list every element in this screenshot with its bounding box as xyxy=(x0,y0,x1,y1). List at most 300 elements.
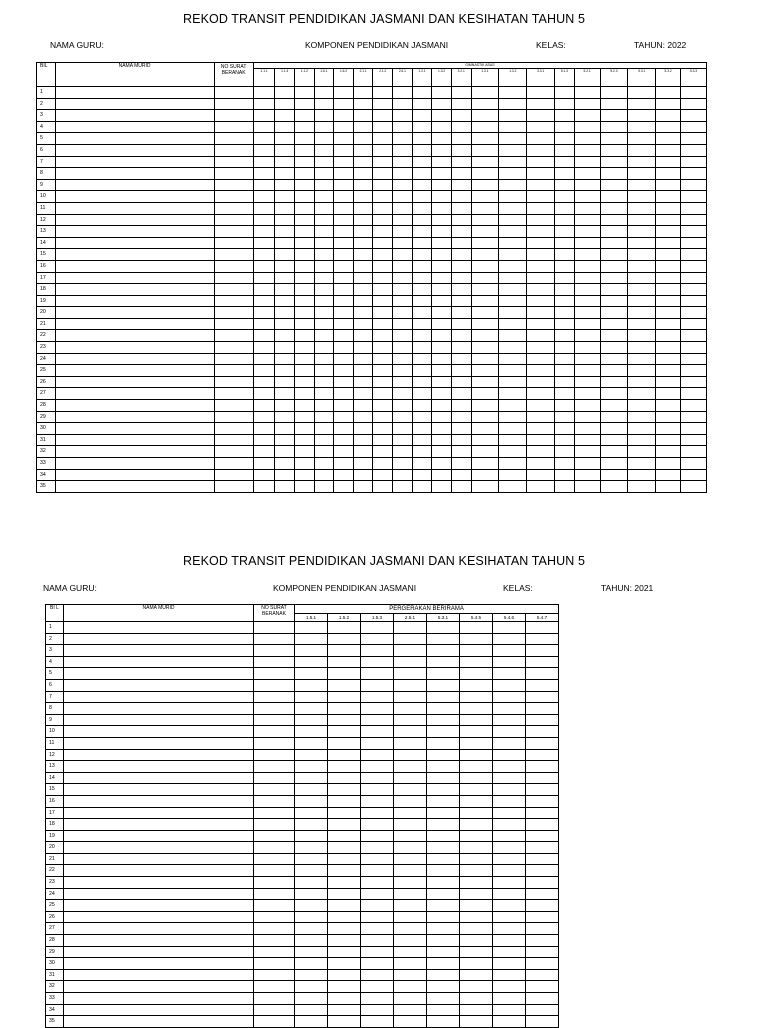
table-cell[interactable] xyxy=(493,784,526,796)
table-cell[interactable] xyxy=(334,342,354,354)
table-cell[interactable] xyxy=(328,935,361,947)
table-cell[interactable] xyxy=(656,98,681,110)
table-cell[interactable] xyxy=(427,958,460,970)
table-cell[interactable] xyxy=(460,772,493,784)
table-cell[interactable] xyxy=(393,434,413,446)
table-cell[interactable] xyxy=(680,179,706,191)
table-cell[interactable] xyxy=(680,144,706,156)
table-cell[interactable] xyxy=(412,353,432,365)
table-cell[interactable] xyxy=(295,958,328,970)
table-cell[interactable] xyxy=(527,353,555,365)
table-cell[interactable] xyxy=(451,202,471,214)
table-cell[interactable] xyxy=(628,226,656,238)
table-cell[interactable] xyxy=(460,819,493,831)
table-cell[interactable] xyxy=(451,214,471,226)
table-cell[interactable] xyxy=(574,121,600,133)
table-cell[interactable] xyxy=(526,819,559,831)
table-cell[interactable] xyxy=(214,87,253,99)
table-cell[interactable] xyxy=(275,353,295,365)
table-cell[interactable] xyxy=(55,272,214,284)
table-cell[interactable] xyxy=(656,330,681,342)
table-cell[interactable] xyxy=(295,272,315,284)
table-cell[interactable] xyxy=(432,133,452,145)
table-cell[interactable] xyxy=(432,121,452,133)
table-cell[interactable] xyxy=(55,295,214,307)
table-cell[interactable] xyxy=(295,307,315,319)
table-cell[interactable] xyxy=(214,469,253,481)
table-cell[interactable] xyxy=(254,842,295,854)
table-cell[interactable] xyxy=(451,388,471,400)
table-cell[interactable] xyxy=(328,958,361,970)
table-cell[interactable] xyxy=(499,191,527,203)
table-cell[interactable] xyxy=(393,318,413,330)
table-cell[interactable] xyxy=(460,633,493,645)
table-cell[interactable] xyxy=(451,423,471,435)
table-cell[interactable] xyxy=(295,969,328,981)
table-cell[interactable] xyxy=(314,156,334,168)
table-cell[interactable] xyxy=(460,830,493,842)
table-cell[interactable] xyxy=(628,342,656,354)
table-cell[interactable] xyxy=(526,865,559,877)
table-cell[interactable] xyxy=(499,400,527,412)
table-cell[interactable] xyxy=(275,295,295,307)
table-cell[interactable] xyxy=(328,993,361,1005)
table-cell[interactable] xyxy=(334,133,354,145)
table-cell[interactable] xyxy=(55,179,214,191)
table-cell[interactable] xyxy=(353,342,373,354)
table-cell[interactable] xyxy=(64,819,254,831)
table-cell[interactable] xyxy=(555,202,575,214)
table-cell[interactable] xyxy=(295,411,315,423)
table-cell[interactable] xyxy=(254,668,295,680)
table-cell[interactable] xyxy=(600,434,628,446)
table-cell[interactable] xyxy=(253,330,275,342)
table-cell[interactable] xyxy=(253,318,275,330)
table-cell[interactable] xyxy=(55,400,214,412)
table-cell[interactable] xyxy=(451,133,471,145)
table-cell[interactable] xyxy=(295,784,328,796)
table-cell[interactable] xyxy=(628,295,656,307)
table-cell[interactable] xyxy=(412,168,432,180)
table-cell[interactable] xyxy=(253,214,275,226)
table-cell[interactable] xyxy=(394,877,427,889)
table-cell[interactable] xyxy=(353,260,373,272)
table-cell[interactable] xyxy=(393,191,413,203)
table-cell[interactable] xyxy=(432,353,452,365)
table-cell[interactable] xyxy=(460,714,493,726)
table-cell[interactable] xyxy=(275,376,295,388)
table-cell[interactable] xyxy=(373,295,393,307)
table-cell[interactable] xyxy=(295,249,315,261)
table-cell[interactable] xyxy=(353,249,373,261)
table-cell[interactable] xyxy=(334,214,354,226)
table-cell[interactable] xyxy=(328,633,361,645)
table-cell[interactable] xyxy=(253,411,275,423)
table-cell[interactable] xyxy=(427,969,460,981)
table-cell[interactable] xyxy=(574,353,600,365)
table-cell[interactable] xyxy=(64,1016,254,1028)
table-cell[interactable] xyxy=(412,388,432,400)
table-cell[interactable] xyxy=(253,458,275,470)
table-cell[interactable] xyxy=(656,365,681,377)
table-cell[interactable] xyxy=(64,737,254,749)
table-cell[interactable] xyxy=(451,226,471,238)
table-cell[interactable] xyxy=(600,98,628,110)
table-cell[interactable] xyxy=(680,330,706,342)
table-cell[interactable] xyxy=(393,87,413,99)
table-cell[interactable] xyxy=(214,179,253,191)
table-cell[interactable] xyxy=(499,179,527,191)
table-cell[interactable] xyxy=(527,365,555,377)
table-cell[interactable] xyxy=(214,156,253,168)
table-cell[interactable] xyxy=(334,411,354,423)
table-cell[interactable] xyxy=(412,237,432,249)
table-cell[interactable] xyxy=(427,668,460,680)
table-cell[interactable] xyxy=(680,110,706,122)
table-cell[interactable] xyxy=(680,87,706,99)
table-cell[interactable] xyxy=(373,191,393,203)
table-cell[interactable] xyxy=(656,423,681,435)
table-cell[interactable] xyxy=(555,144,575,156)
table-cell[interactable] xyxy=(314,458,334,470)
table-cell[interactable] xyxy=(628,469,656,481)
table-cell[interactable] xyxy=(275,307,295,319)
table-cell[interactable] xyxy=(253,434,275,446)
table-cell[interactable] xyxy=(394,842,427,854)
table-cell[interactable] xyxy=(254,1004,295,1016)
table-cell[interactable] xyxy=(64,935,254,947)
table-cell[interactable] xyxy=(460,958,493,970)
table-cell[interactable] xyxy=(253,342,275,354)
table-cell[interactable] xyxy=(412,342,432,354)
table-cell[interactable] xyxy=(295,679,328,691)
table-cell[interactable] xyxy=(656,307,681,319)
table-cell[interactable] xyxy=(656,284,681,296)
table-cell[interactable] xyxy=(527,400,555,412)
table-cell[interactable] xyxy=(373,411,393,423)
table-cell[interactable] xyxy=(373,237,393,249)
table-cell[interactable] xyxy=(361,761,394,773)
table-cell[interactable] xyxy=(328,679,361,691)
table-cell[interactable] xyxy=(574,226,600,238)
table-cell[interactable] xyxy=(394,668,427,680)
table-cell[interactable] xyxy=(393,284,413,296)
table-cell[interactable] xyxy=(432,284,452,296)
table-cell[interactable] xyxy=(628,156,656,168)
table-cell[interactable] xyxy=(253,156,275,168)
table-cell[interactable] xyxy=(253,469,275,481)
table-cell[interactable] xyxy=(471,144,499,156)
table-cell[interactable] xyxy=(64,761,254,773)
table-cell[interactable] xyxy=(427,830,460,842)
table-cell[interactable] xyxy=(254,900,295,912)
table-cell[interactable] xyxy=(471,446,499,458)
table-cell[interactable] xyxy=(527,376,555,388)
table-cell[interactable] xyxy=(361,714,394,726)
table-cell[interactable] xyxy=(527,330,555,342)
table-cell[interactable] xyxy=(373,458,393,470)
table-cell[interactable] xyxy=(412,156,432,168)
table-cell[interactable] xyxy=(334,400,354,412)
table-cell[interactable] xyxy=(600,365,628,377)
table-cell[interactable] xyxy=(55,121,214,133)
table-cell[interactable] xyxy=(432,342,452,354)
table-cell[interactable] xyxy=(314,202,334,214)
table-cell[interactable] xyxy=(493,749,526,761)
table-cell[interactable] xyxy=(314,284,334,296)
table-cell[interactable] xyxy=(361,784,394,796)
table-cell[interactable] xyxy=(64,958,254,970)
table-cell[interactable] xyxy=(361,691,394,703)
table-cell[interactable] xyxy=(328,923,361,935)
table-cell[interactable] xyxy=(328,1004,361,1016)
table-cell[interactable] xyxy=(451,110,471,122)
table-cell[interactable] xyxy=(394,830,427,842)
table-cell[interactable] xyxy=(527,133,555,145)
table-cell[interactable] xyxy=(526,761,559,773)
table-cell[interactable] xyxy=(361,703,394,715)
table-cell[interactable] xyxy=(432,481,452,493)
table-cell[interactable] xyxy=(628,376,656,388)
table-cell[interactable] xyxy=(295,144,315,156)
table-cell[interactable] xyxy=(460,888,493,900)
table-cell[interactable] xyxy=(55,458,214,470)
table-cell[interactable] xyxy=(353,423,373,435)
table-cell[interactable] xyxy=(628,168,656,180)
table-cell[interactable] xyxy=(427,981,460,993)
table-cell[interactable] xyxy=(295,191,315,203)
table-cell[interactable] xyxy=(680,481,706,493)
table-cell[interactable] xyxy=(394,819,427,831)
table-cell[interactable] xyxy=(253,87,275,99)
table-cell[interactable] xyxy=(55,365,214,377)
table-cell[interactable] xyxy=(527,423,555,435)
table-cell[interactable] xyxy=(499,458,527,470)
table-cell[interactable] xyxy=(412,307,432,319)
table-cell[interactable] xyxy=(295,226,315,238)
table-cell[interactable] xyxy=(373,469,393,481)
table-cell[interactable] xyxy=(680,411,706,423)
table-cell[interactable] xyxy=(64,1004,254,1016)
table-cell[interactable] xyxy=(393,365,413,377)
table-cell[interactable] xyxy=(295,726,328,738)
table-cell[interactable] xyxy=(328,1016,361,1028)
table-cell[interactable] xyxy=(253,400,275,412)
table-cell[interactable] xyxy=(432,110,452,122)
table-cell[interactable] xyxy=(64,830,254,842)
table-cell[interactable] xyxy=(295,830,328,842)
table-cell[interactable] xyxy=(526,900,559,912)
table-cell[interactable] xyxy=(427,679,460,691)
table-cell[interactable] xyxy=(412,121,432,133)
table-cell[interactable] xyxy=(55,110,214,122)
table-cell[interactable] xyxy=(328,749,361,761)
table-cell[interactable] xyxy=(527,260,555,272)
table-cell[interactable] xyxy=(656,156,681,168)
table-cell[interactable] xyxy=(427,691,460,703)
table-cell[interactable] xyxy=(353,121,373,133)
table-cell[interactable] xyxy=(499,365,527,377)
table-cell[interactable] xyxy=(451,469,471,481)
table-cell[interactable] xyxy=(628,481,656,493)
table-cell[interactable] xyxy=(254,1016,295,1028)
table-cell[interactable] xyxy=(394,807,427,819)
table-cell[interactable] xyxy=(555,481,575,493)
table-cell[interactable] xyxy=(214,353,253,365)
table-cell[interactable] xyxy=(353,353,373,365)
table-cell[interactable] xyxy=(628,284,656,296)
table-cell[interactable] xyxy=(254,911,295,923)
table-cell[interactable] xyxy=(394,1004,427,1016)
table-cell[interactable] xyxy=(471,342,499,354)
table-cell[interactable] xyxy=(526,1016,559,1028)
table-cell[interactable] xyxy=(656,249,681,261)
table-cell[interactable] xyxy=(361,853,394,865)
table-cell[interactable] xyxy=(314,249,334,261)
table-cell[interactable] xyxy=(460,761,493,773)
table-cell[interactable] xyxy=(55,446,214,458)
table-cell[interactable] xyxy=(314,272,334,284)
table-cell[interactable] xyxy=(314,179,334,191)
table-cell[interactable] xyxy=(394,795,427,807)
table-cell[interactable] xyxy=(253,202,275,214)
table-cell[interactable] xyxy=(600,110,628,122)
table-cell[interactable] xyxy=(628,98,656,110)
table-cell[interactable] xyxy=(353,179,373,191)
table-cell[interactable] xyxy=(432,144,452,156)
table-cell[interactable] xyxy=(526,622,559,634)
table-cell[interactable] xyxy=(64,993,254,1005)
table-cell[interactable] xyxy=(499,423,527,435)
table-cell[interactable] xyxy=(353,400,373,412)
table-cell[interactable] xyxy=(295,807,328,819)
table-cell[interactable] xyxy=(64,749,254,761)
table-cell[interactable] xyxy=(373,365,393,377)
table-cell[interactable] xyxy=(295,714,328,726)
table-cell[interactable] xyxy=(493,679,526,691)
table-cell[interactable] xyxy=(574,342,600,354)
table-cell[interactable] xyxy=(314,365,334,377)
table-cell[interactable] xyxy=(526,958,559,970)
table-cell[interactable] xyxy=(214,423,253,435)
table-cell[interactable] xyxy=(314,469,334,481)
table-cell[interactable] xyxy=(394,772,427,784)
table-cell[interactable] xyxy=(394,853,427,865)
table-cell[interactable] xyxy=(656,87,681,99)
table-cell[interactable] xyxy=(574,423,600,435)
table-cell[interactable] xyxy=(314,98,334,110)
table-cell[interactable] xyxy=(499,98,527,110)
table-cell[interactable] xyxy=(412,400,432,412)
table-cell[interactable] xyxy=(361,911,394,923)
table-cell[interactable] xyxy=(555,260,575,272)
table-cell[interactable] xyxy=(314,133,334,145)
table-cell[interactable] xyxy=(432,98,452,110)
table-cell[interactable] xyxy=(253,133,275,145)
table-cell[interactable] xyxy=(427,993,460,1005)
table-cell[interactable] xyxy=(555,376,575,388)
table-cell[interactable] xyxy=(328,784,361,796)
table-cell[interactable] xyxy=(214,388,253,400)
table-cell[interactable] xyxy=(555,423,575,435)
table-cell[interactable] xyxy=(427,656,460,668)
table-cell[interactable] xyxy=(493,911,526,923)
table-cell[interactable] xyxy=(427,842,460,854)
table-cell[interactable] xyxy=(295,318,315,330)
table-cell[interactable] xyxy=(656,388,681,400)
table-cell[interactable] xyxy=(295,645,328,657)
table-cell[interactable] xyxy=(432,411,452,423)
table-cell[interactable] xyxy=(600,144,628,156)
table-cell[interactable] xyxy=(353,284,373,296)
table-cell[interactable] xyxy=(527,446,555,458)
table-cell[interactable] xyxy=(55,423,214,435)
table-cell[interactable] xyxy=(555,237,575,249)
table-cell[interactable] xyxy=(295,981,328,993)
table-cell[interactable] xyxy=(275,168,295,180)
table-cell[interactable] xyxy=(373,446,393,458)
table-cell[interactable] xyxy=(353,411,373,423)
table-cell[interactable] xyxy=(451,168,471,180)
table-cell[interactable] xyxy=(656,226,681,238)
table-cell[interactable] xyxy=(574,376,600,388)
table-cell[interactable] xyxy=(680,168,706,180)
table-cell[interactable] xyxy=(526,993,559,1005)
table-cell[interactable] xyxy=(373,87,393,99)
table-cell[interactable] xyxy=(471,295,499,307)
table-cell[interactable] xyxy=(493,1016,526,1028)
table-cell[interactable] xyxy=(295,1004,328,1016)
table-cell[interactable] xyxy=(328,656,361,668)
table-cell[interactable] xyxy=(314,400,334,412)
table-cell[interactable] xyxy=(328,853,361,865)
table-cell[interactable] xyxy=(361,633,394,645)
table-cell[interactable] xyxy=(600,400,628,412)
table-cell[interactable] xyxy=(555,133,575,145)
table-cell[interactable] xyxy=(628,411,656,423)
table-cell[interactable] xyxy=(394,900,427,912)
table-cell[interactable] xyxy=(460,853,493,865)
table-cell[interactable] xyxy=(314,318,334,330)
table-cell[interactable] xyxy=(361,842,394,854)
table-cell[interactable] xyxy=(55,284,214,296)
table-cell[interactable] xyxy=(55,144,214,156)
table-cell[interactable] xyxy=(412,446,432,458)
table-cell[interactable] xyxy=(253,307,275,319)
table-cell[interactable] xyxy=(628,318,656,330)
table-cell[interactable] xyxy=(412,295,432,307)
table-cell[interactable] xyxy=(253,376,275,388)
table-cell[interactable] xyxy=(361,668,394,680)
table-cell[interactable] xyxy=(574,214,600,226)
table-cell[interactable] xyxy=(493,703,526,715)
table-cell[interactable] xyxy=(628,434,656,446)
table-cell[interactable] xyxy=(214,260,253,272)
table-cell[interactable] xyxy=(555,98,575,110)
table-cell[interactable] xyxy=(555,110,575,122)
table-cell[interactable] xyxy=(493,772,526,784)
table-cell[interactable] xyxy=(254,888,295,900)
table-cell[interactable] xyxy=(275,469,295,481)
table-cell[interactable] xyxy=(361,946,394,958)
table-cell[interactable] xyxy=(254,853,295,865)
table-cell[interactable] xyxy=(526,703,559,715)
table-cell[interactable] xyxy=(275,110,295,122)
table-cell[interactable] xyxy=(574,249,600,261)
table-cell[interactable] xyxy=(471,284,499,296)
table-cell[interactable] xyxy=(254,656,295,668)
table-cell[interactable] xyxy=(600,342,628,354)
